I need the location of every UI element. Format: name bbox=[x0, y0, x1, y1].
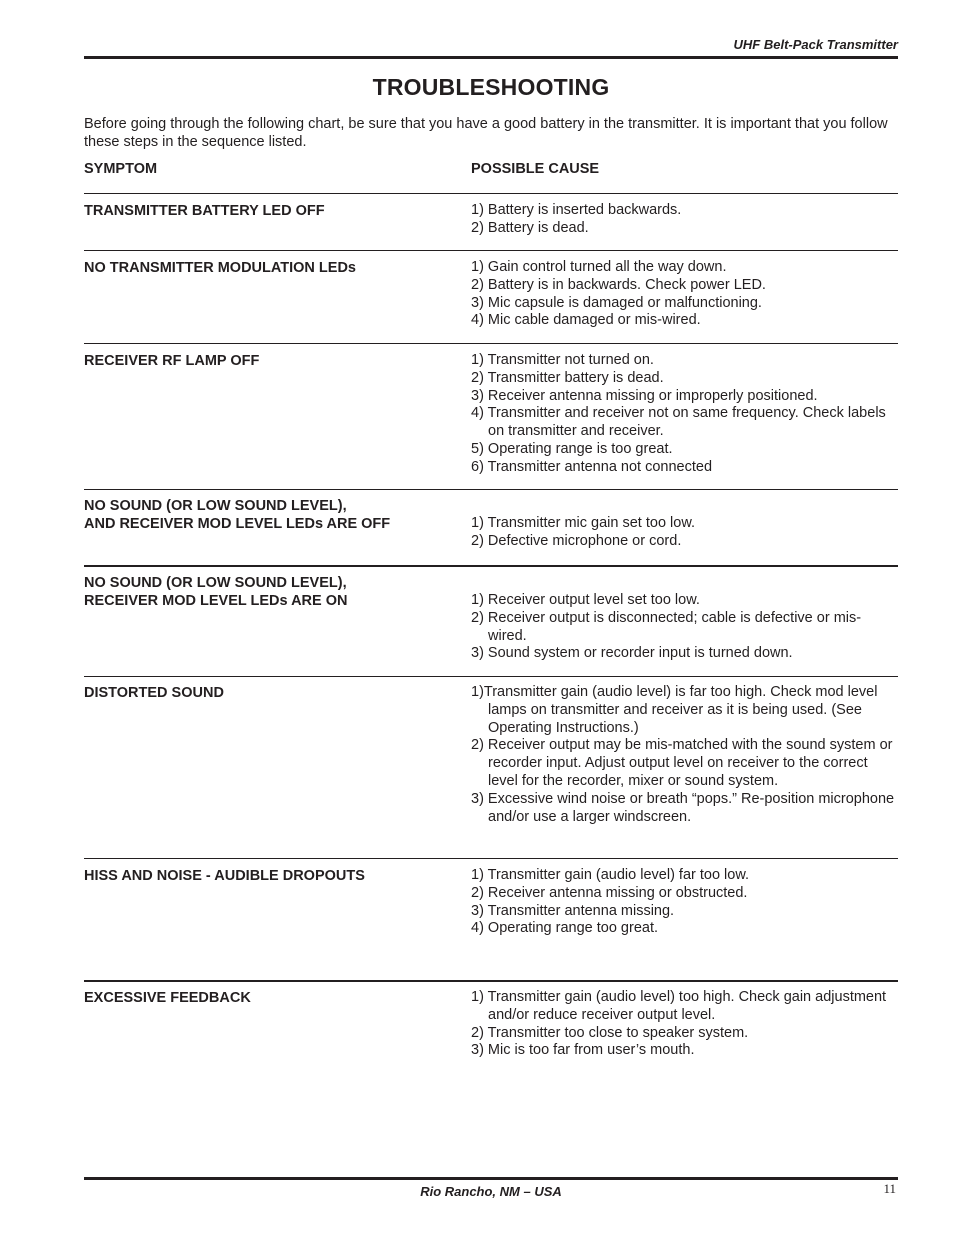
symptom-line: EXCESSIVE FEEDBACK bbox=[84, 990, 251, 1006]
symptom-cell bbox=[84, 867, 464, 885]
symptom-cell bbox=[84, 989, 464, 1007]
cause-item: 2) Battery is in backwards. Check power LED. bbox=[471, 276, 766, 293]
symptom-line: NO TRANSMITTER MODULATION LEDs bbox=[84, 260, 356, 276]
cause-item: 3) Mic is too far from user’s mouth. bbox=[471, 1042, 695, 1059]
symptom-cell bbox=[84, 202, 464, 220]
footer-location: Rio Rancho, NM – USA bbox=[420, 1184, 562, 1199]
symptom-line: HISS AND NOISE - AUDIBLE DROPOUTS bbox=[84, 868, 365, 884]
cause-cell bbox=[471, 989, 896, 1060]
table-row bbox=[84, 565, 898, 676]
symptom-cell bbox=[84, 574, 464, 610]
symptom-cell bbox=[84, 684, 464, 702]
cause-cell bbox=[471, 867, 896, 938]
cause-item: 1)Transmitter gain (audio level) is far too high. Check mod level lamps on transmitter and receiver as it is being used. (See Operating Instructions.) bbox=[471, 684, 878, 736]
symptom-cell bbox=[84, 352, 464, 370]
cause-item: 1) Transmitter mic gain set too low. bbox=[471, 515, 696, 531]
symptom-line: DISTORTED SOUND bbox=[84, 685, 224, 701]
cause-item: 3) Transmitter antenna missing. bbox=[471, 902, 675, 919]
table-row bbox=[84, 489, 898, 565]
running-header: UHF Belt-Pack Transmitter bbox=[733, 37, 898, 52]
page-title: TROUBLESHOOTING bbox=[372, 74, 610, 100]
table-row bbox=[84, 193, 898, 250]
cause-item: 1) Transmitter not turned on. bbox=[471, 352, 654, 368]
cause-cell bbox=[471, 352, 896, 477]
cause-cell bbox=[471, 592, 896, 663]
cause-item: 3) Mic capsule is damaged or malfunctioning. bbox=[471, 294, 762, 311]
table-row bbox=[84, 980, 898, 1082]
cause-item: 1) Transmitter gain (audio level) too high. Check gain adjustment and/or reduce receiver output level. bbox=[471, 989, 887, 1023]
cause-item: 3) Sound system or recorder input is turned down. bbox=[471, 645, 793, 662]
column-header-cause: POSSIBLE CAUSE bbox=[471, 161, 600, 177]
cause-cell bbox=[471, 684, 896, 826]
cause-item: 2) Receiver antenna missing or obstructed. bbox=[471, 884, 748, 901]
cause-item: 2) Battery is dead. bbox=[471, 219, 589, 236]
symptom-cell bbox=[84, 259, 464, 277]
symptom-cell bbox=[84, 497, 464, 533]
cause-item: 6) Transmitter antenna not connected bbox=[471, 458, 713, 475]
cause-item: 1) Battery is inserted backwards. bbox=[471, 202, 682, 218]
cause-item: 4) Mic cable damaged or mis-wired. bbox=[471, 312, 701, 329]
table-row bbox=[84, 343, 898, 489]
cause-item: 2) Transmitter battery is dead. bbox=[471, 369, 664, 386]
cause-item: 5) Operating range is too great. bbox=[471, 440, 673, 457]
cause-item: 1) Gain control turned all the way down. bbox=[471, 259, 727, 275]
cause-cell bbox=[471, 515, 896, 551]
cause-item: 2) Receiver output is disconnected; cable is defective or mis-wired. bbox=[471, 609, 862, 644]
top-divider bbox=[84, 56, 898, 59]
symptom-line: AND RECEIVER MOD LEVEL LEDs ARE OFF bbox=[84, 516, 391, 532]
cause-item: 2) Receiver output may be mis-matched with the sound system or recorder input. Adjust output level on receiver to the correct level for the recorder, mixer or sound system. bbox=[471, 737, 893, 789]
bottom-divider bbox=[84, 1177, 898, 1180]
cause-item: 2) Defective microphone or cord. bbox=[471, 532, 682, 549]
page-number: 11 bbox=[883, 1181, 896, 1196]
cause-item: 3) Excessive wind noise or breath “pops.” Re-position microphone and/or use a larger windscreen. bbox=[471, 790, 895, 825]
cause-cell bbox=[471, 259, 896, 330]
symptom-line: NO SOUND (OR LOW SOUND LEVEL), bbox=[84, 498, 347, 514]
table-row bbox=[84, 250, 898, 343]
cause-cell bbox=[471, 202, 896, 238]
cause-item: 2) Transmitter too close to speaker system. bbox=[471, 1024, 749, 1041]
symptom-line: TRANSMITTER BATTERY LED OFF bbox=[84, 203, 325, 219]
table-row bbox=[84, 858, 898, 980]
cause-item: 1) Receiver output level set too low. bbox=[471, 592, 700, 608]
cause-item: 3) Receiver antenna missing or improperly positioned. bbox=[471, 387, 818, 404]
cause-item: 4) Operating range too great. bbox=[471, 920, 659, 937]
troubleshooting-table bbox=[84, 193, 898, 1082]
symptom-line: NO SOUND (OR LOW SOUND LEVEL), bbox=[84, 575, 347, 591]
intro-paragraph: Before going through the following chart, be sure that you have a good battery in the transmitter. It is important that you follow these steps in the sequence listed. bbox=[84, 116, 888, 150]
symptom-line: RECEIVER RF LAMP OFF bbox=[84, 353, 260, 369]
column-header-symptom: SYMPTOM bbox=[84, 161, 158, 177]
table-row bbox=[84, 676, 898, 858]
cause-item: 4) Transmitter and receiver not on same frequency. Check labels on transmitter and receiver. bbox=[471, 405, 886, 440]
cause-item: 1) Transmitter gain (audio level) far too low. bbox=[471, 867, 750, 883]
symptom-line: RECEIVER MOD LEVEL LEDs ARE ON bbox=[84, 593, 348, 609]
